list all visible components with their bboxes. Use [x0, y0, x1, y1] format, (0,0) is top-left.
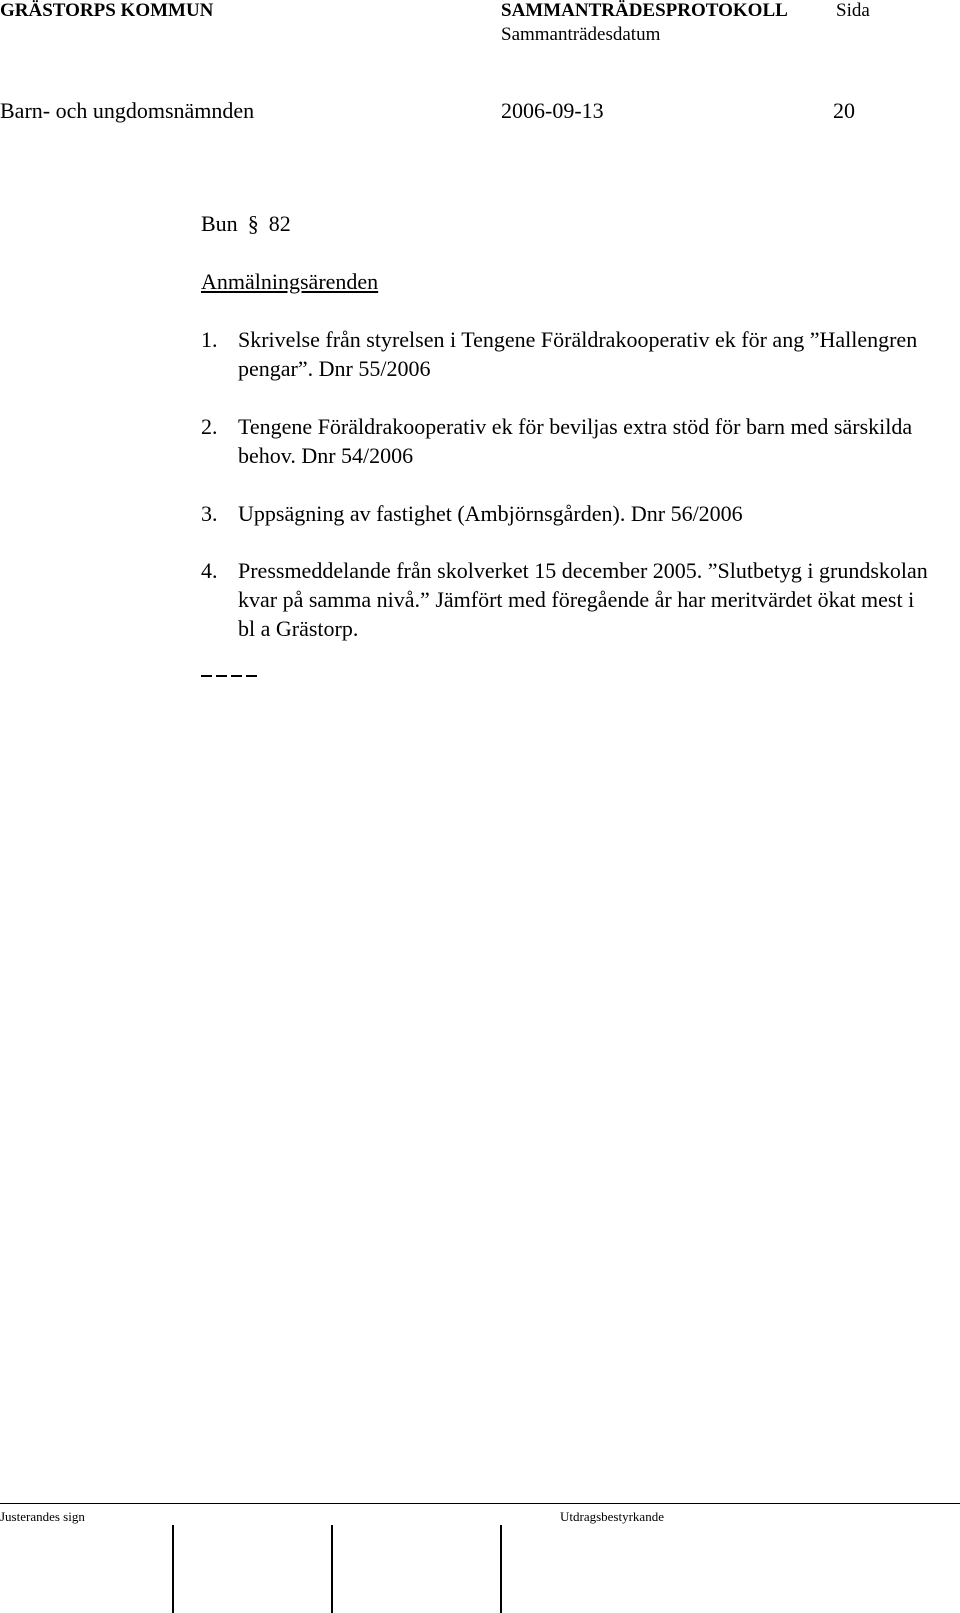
organization-name: GRÄSTORPS KOMMUN	[0, 0, 214, 21]
section-symbol: §	[247, 211, 259, 236]
section-number: 82	[268, 211, 291, 236]
list-item-text: Skrivelse från styrelsen i Tengene Föräldrakooperativ ek för ang ”Hallengren pengar”. Dnr 55/2006	[238, 327, 918, 381]
list-item-text: Tengene Föräldrakooperativ ek för beviljas extra stöd för barn med särskilda behov. Dnr 54/2006	[238, 414, 913, 468]
end-separator	[201, 667, 257, 677]
section-reference	[201, 211, 291, 237]
list-item-number: 1.	[201, 327, 218, 352]
date-label: Sammanträdesdatum	[501, 24, 661, 45]
signature-box-divider	[500, 1525, 502, 1613]
section-prefix: Bun	[201, 211, 238, 236]
utdragsbestyrkande-label: Utdragsbestyrkande	[560, 1509, 664, 1524]
separator-dash	[201, 675, 212, 677]
document-type: SAMMANTRÄDESPROTOKOLL	[501, 0, 788, 21]
list-item-number: 3.	[201, 501, 218, 526]
signature-box-divider	[331, 1525, 333, 1613]
footer-rule	[0, 1503, 960, 1504]
separator-dash	[246, 675, 257, 677]
signature-box-divider	[172, 1525, 174, 1613]
list-item-text: Uppsägning av fastighet (Ambjörnsgården). Dnr 56/2006	[238, 501, 743, 526]
page-number: 20	[833, 98, 855, 123]
justerandes-sign-label: Justerandes sign	[0, 1509, 85, 1524]
list-item-number: 4.	[201, 558, 218, 583]
meeting-date: 2006-09-13	[501, 98, 604, 123]
separator-dash	[231, 675, 242, 677]
list-item-number: 2.	[201, 414, 218, 439]
separator-dash	[216, 675, 227, 677]
page-label: Sida	[836, 0, 870, 21]
section-heading: Anmälningsärenden	[201, 269, 379, 294]
committee-name: Barn- och ungdomsnämnden	[0, 98, 255, 123]
list-item-text: Pressmeddelande från skolverket 15 december 2005. ”Slutbetyg i grundskolan kvar på samma nivå.” Jämfört med föregående år har meritvärdet ökat mest i bl a Grästorp.	[238, 558, 928, 641]
